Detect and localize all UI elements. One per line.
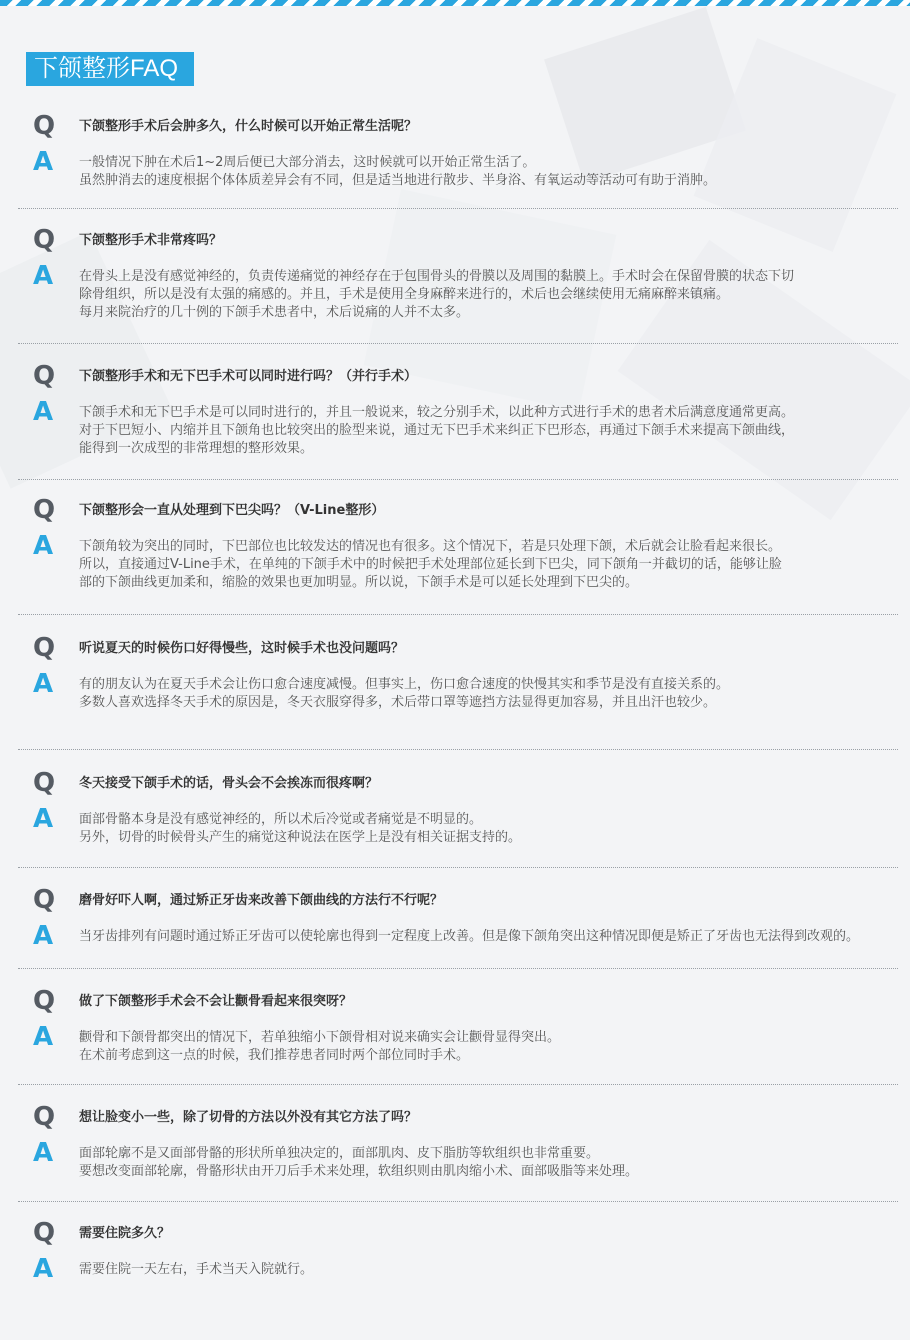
faq-answer — [79, 676, 889, 712]
answer-a-icon: A — [33, 531, 54, 561]
faq-question: 下颌整形手术和无下巴手术可以同时进行吗？（并行手术） — [79, 369, 418, 384]
faq-question: 听说夏天的时候伤口好得慢些，这时候手术也没问题吗？ — [79, 641, 405, 656]
faq-divider — [18, 1084, 898, 1085]
question-q-icon: Q — [33, 986, 56, 1016]
question-q-icon: Q — [33, 1218, 56, 1248]
answer-a-icon: A — [33, 397, 54, 427]
faq-answer-line: 有的朋友认为在夏天手术会让伤口愈合速度减慢。但事实上，伤口愈合速度的快慢其实和季节是没有直接关系的。 — [79, 677, 730, 692]
answer-a-icon: A — [33, 261, 54, 291]
faq-answer — [79, 928, 889, 946]
answer-a-icon: A — [33, 921, 54, 951]
faq-answer — [79, 404, 889, 458]
faq-divider — [18, 343, 898, 344]
faq-question: 下颌整形会一直从处理到下巴尖吗？（V-Line整形） — [79, 503, 385, 518]
answer-a-icon: A — [33, 147, 54, 177]
faq-answer-line: 当牙齿排列有问题时通过矫正牙齿可以使轮廓也得到一定程度上改善。但是像下颌角突出这种情况即便是矫正了牙齿也无法得到改观的。 — [79, 929, 860, 944]
faq-answer — [79, 1029, 889, 1065]
faq-answer-line: 虽然肿消去的速度根据个体体质差异会有不同，但是适当地进行散步、半身浴、有氧运动等活动可有助于消肿。 — [79, 173, 717, 188]
faq-divider — [18, 867, 898, 868]
faq-answer — [79, 538, 889, 592]
faq-answer — [79, 1261, 889, 1279]
faq-question: 想让脸变小一些，除了切骨的方法以外没有其它方法了吗？ — [79, 1110, 418, 1125]
faq-question: 磨骨好吓人啊，通过矫正牙齿来改善下颌曲线的方法行不行呢？ — [79, 893, 444, 908]
faq-divider — [18, 614, 898, 615]
answer-a-icon: A — [33, 804, 54, 834]
faq-answer-line: 要想改变面部轮廓，骨骼形状由开刀后手术来处理，软组织则由肌肉缩小术、面部吸脂等来处理。 — [79, 1164, 639, 1179]
faq-answer-line: 下颌角较为突出的同时，下巴部位也比较发达的情况也有很多。这个情况下，若是只处理下颌，术后就会让脸看起来很长。 — [79, 539, 782, 554]
faq-answer — [79, 268, 889, 322]
faq-divider — [18, 1201, 898, 1202]
question-q-icon: Q — [33, 361, 56, 391]
faq-answer-line: 颧骨和下颌骨都突出的情况下，若单独缩小下颌骨相对说来确实会让颧骨显得突出。 — [79, 1030, 561, 1045]
answer-a-icon: A — [33, 1138, 54, 1168]
faq-answer — [79, 811, 889, 847]
faq-question: 做了下颌整形手术会不会让颧骨看起来很突呀？ — [79, 994, 353, 1009]
answer-a-icon: A — [33, 669, 54, 699]
question-q-icon: Q — [33, 111, 56, 141]
answer-a-icon: A — [33, 1022, 54, 1052]
faq-answer-line: 对于下巴短小、内缩并且下颌角也比较突出的脸型来说，通过无下巴手术来纠正下巴形态，再通过下颌手术来提高下颌曲线， — [79, 423, 795, 438]
question-q-icon: Q — [33, 225, 56, 255]
faq-answer-line: 除骨组织，所以是没有太强的痛感的。并且，手术是使用全身麻醉来进行的，术后也会继续使用无痛麻醉来镇痛。 — [79, 287, 730, 302]
answer-a-icon: A — [33, 1254, 54, 1284]
faq-answer-line: 面部骨骼本身是没有感觉神经的，所以术后冷觉或者痛觉是不明显的。 — [79, 812, 483, 827]
faq-answer-line: 另外，切骨的时候骨头产生的痛觉这种说法在医学上是没有相关证据支持的。 — [79, 830, 522, 845]
faq-answer-line: 需要住院一天左右，手术当天入院就行。 — [79, 1262, 314, 1277]
faq-question: 下颌整形手术后会肿多久，什么时候可以开始正常生活呢？ — [79, 119, 418, 134]
faq-divider — [18, 749, 898, 750]
question-q-icon: Q — [33, 768, 56, 798]
faq-answer-line: 多数人喜欢选择冬天手术的原因是，冬天衣服穿得多，术后带口罩等遮挡方法显得更加容易，并且出汗也较少。 — [79, 695, 717, 710]
faq-answer-line: 每月来院治疗的几十例的下颌手术患者中，术后说痛的人并不太多。 — [79, 305, 470, 320]
faq-answer-line: 所以，直接通过V-Line手术，在单纯的下颌手术中的时候把手术处理部位延长到下巴尖，同下颌角一并截切的话，能够让脸 — [79, 557, 782, 572]
faq-answer — [79, 1145, 889, 1181]
question-q-icon: Q — [33, 885, 56, 915]
question-q-icon: Q — [33, 495, 56, 525]
faq-divider — [18, 479, 898, 480]
faq-answer-line: 部的下颌曲线更加柔和，缩脸的效果也更加明显。所以说，下颌手术是可以延长处理到下巴尖的。 — [79, 575, 639, 590]
faq-divider — [18, 208, 898, 209]
faq-question: 冬天接受下颌手术的话，骨头会不会挨冻而很疼啊？ — [79, 776, 379, 791]
faq-divider — [18, 968, 898, 969]
question-q-icon: Q — [33, 1102, 56, 1132]
faq-question: 需要住院多久？ — [79, 1226, 171, 1241]
faq-answer-line: 在术前考虑到这一点的时候，我们推荐患者同时两个部位同时手术。 — [79, 1048, 470, 1063]
faq-answer-line: 在骨头上是没有感觉神经的，负责传递痛觉的神经存在于包围骨头的骨膜以及周围的黏膜上。手术时会在保留骨膜的状态下切 — [79, 269, 795, 284]
faq-answer-line: 一般情况下肿在术后1~2周后便已大部分消去，这时候就可以开始正常生活了。 — [79, 155, 536, 170]
page-title: 下颌整形FAQ — [26, 52, 194, 86]
faq-answer-line: 能得到一次成型的非常理想的整形效果。 — [79, 441, 314, 456]
faq-answer-line: 面部轮廓不是又面部骨骼的形状所单独决定的，面部肌肉、皮下脂肪等软组织也非常重要。 — [79, 1146, 600, 1161]
faq-answer — [79, 154, 889, 190]
faq-answer-line: 下颌手术和无下巴手术是可以同时进行的，并且一般说来，较之分别手术，以此种方式进行手术的患者术后满意度通常更高。 — [79, 405, 795, 420]
faq-question: 下颌整形手术非常疼吗？ — [79, 233, 223, 248]
question-q-icon: Q — [33, 633, 56, 663]
